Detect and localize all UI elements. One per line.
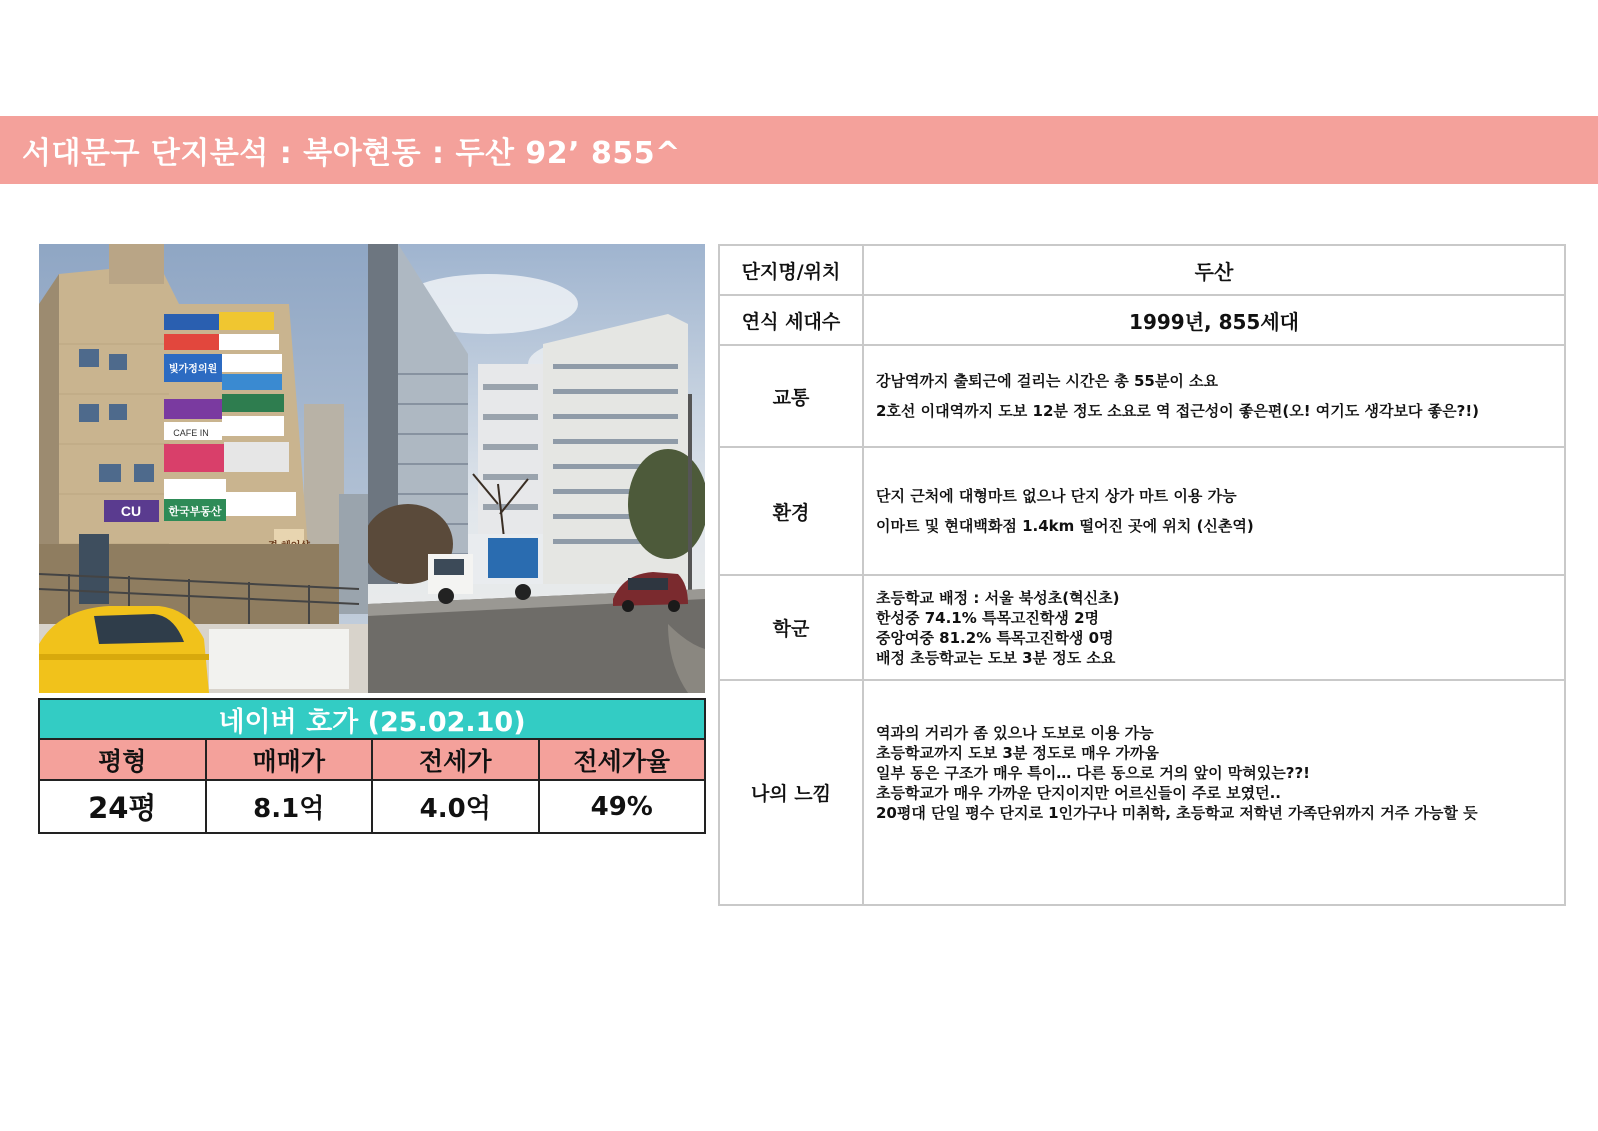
apartment-photo — [368, 244, 705, 693]
transport-line: 강남역까지 출퇴근에 걸리는 시간은 총 55분이 소요 — [876, 372, 1219, 390]
price-table-header: 네이버 호가 (25.02.10) — [40, 700, 704, 740]
column-jeonse-price: 전세가 — [373, 740, 540, 779]
apartment-photo-illustration — [368, 244, 705, 693]
price-table-column-row — [40, 740, 704, 781]
school-label: 학군 — [719, 575, 863, 680]
clinic-sign-text: 빛가정의원 — [168, 364, 218, 375]
year-value: 1999년, 855세대 — [863, 295, 1565, 345]
impression-line: 일부 동은 구조가 매우 특이… 다른 동으로 거의 앞이 막혀있는??! — [876, 763, 1311, 782]
environment-value — [863, 447, 1565, 575]
impression-value — [863, 680, 1565, 905]
row-transport — [719, 345, 1565, 447]
cafe-sign-text: CAFE IN — [173, 428, 209, 438]
impression-spacer — [876, 823, 1564, 863]
building-photo — [39, 244, 368, 693]
school-line: 배정 초등학교는 도보 3분 정도 소요 — [876, 648, 1116, 667]
cu-sign-text: CU — [120, 503, 142, 519]
price-table-value-row — [40, 781, 704, 832]
school-line: 한성중 74.1% 특목고진학생 2명 — [876, 608, 1100, 627]
name-label: 단지명/위치 — [719, 245, 863, 295]
environment-line: 단지 근처에 대형마트 없으나 단지 상가 마트 이용 가능 — [876, 487, 1237, 505]
price-table — [38, 698, 706, 834]
impression-line: 초등학교가 매우 가까운 단지이지만 어르신들이 주로 보였던.. — [876, 783, 1281, 802]
row-environment — [719, 447, 1565, 575]
realestate-sign-text: 한국부동산 — [168, 505, 222, 518]
school-value — [863, 575, 1565, 680]
name-value: 두산 — [863, 245, 1565, 295]
row-name — [719, 245, 1565, 295]
impression-line: 역과의 거리가 좀 있으나 도보로 이용 가능 — [876, 723, 1154, 742]
column-size: 평형 — [40, 740, 207, 779]
column-sale-price: 매매가 — [207, 740, 374, 779]
impression-label: 나의 느낌 — [719, 680, 863, 905]
school-line: 중앙여중 81.2% 특목고진학생 0명 — [876, 628, 1114, 647]
row-impression — [719, 680, 1565, 905]
transport-line: 2호선 이대역까지 도보 12분 정도 소요로 역 접근성이 좋은편(오! 여기도 생각보다 좋은?!) — [876, 402, 1480, 420]
transport-label: 교통 — [719, 345, 863, 447]
school-line: 초등학교 배정 : 서울 북성초(혁신초) — [876, 588, 1120, 607]
impression-line: 20평대 단일 평수 단지로 1인가구나 미취학, 초등학교 저학년 가족단위까지 거주 가능할 듯 — [876, 803, 1478, 822]
impression-line: 초등학교까지 도보 3분 정도로 매우 가까움 — [876, 743, 1159, 762]
building-photo-illustration — [39, 244, 368, 693]
title-banner — [0, 116, 1598, 184]
row-school — [719, 575, 1565, 680]
value-sale-price: 8.1억 — [207, 781, 374, 832]
row-year — [719, 295, 1565, 345]
environment-label: 환경 — [719, 447, 863, 575]
page-title: 서대문구 단지분석 : 북아현동 : 두산 92’ 855^ — [22, 136, 681, 171]
value-jeonse-price: 4.0억 — [373, 781, 540, 832]
value-size: 24평 — [40, 781, 207, 832]
environment-line: 이마트 및 현대백화점 1.4km 떨어진 곳에 위치 (신촌역) — [876, 517, 1254, 535]
column-jeonse-ratio: 전세가율 — [573, 746, 671, 776]
year-label: 연식 세대수 — [719, 295, 863, 345]
transport-value — [863, 345, 1565, 447]
complex-info-table — [718, 244, 1566, 906]
value-jeonse-ratio: 49% — [590, 791, 653, 822]
